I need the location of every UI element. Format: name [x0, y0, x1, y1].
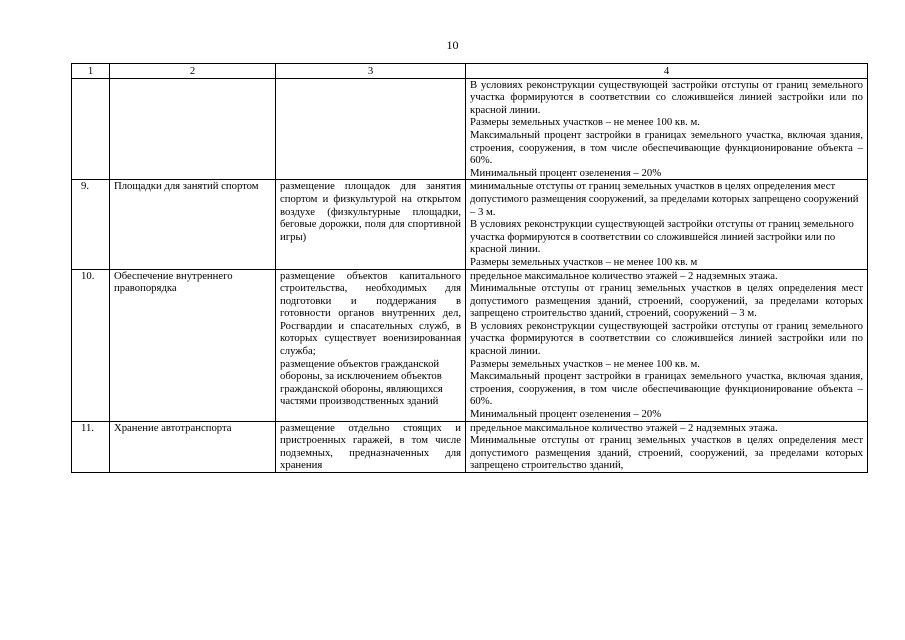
column-header-1: 1	[72, 64, 110, 79]
parameter-text: Минимальные отступы от границ земельных участков в целях определения мест допустимого размещения зданий, строений, сооружений, за пределами которых запрещено строительство зданий, строений, сооружений – 3 м.	[470, 282, 863, 320]
parameter-text: Минимальный процент озеленения – 20%	[470, 166, 662, 179]
row-description	[276, 78, 466, 180]
regulations-table	[71, 63, 868, 473]
table-row	[72, 78, 868, 180]
column-header-4: 4	[466, 64, 868, 79]
row-number	[72, 78, 110, 180]
parameter-text: Размеры земельных участков – не менее 100 кв. м.	[470, 116, 700, 129]
column-header-2: 2	[110, 64, 276, 79]
parameter-text: В условиях реконструкции существующей застройки отступы от границ земельного участка формируются в соответствии со сложившейся линией застройки или по красной линии.	[470, 319, 863, 358]
table-row	[72, 269, 868, 421]
parameter-text: В условиях реконструкции существующей застройки отступы от границ земельного участка формируются в соответствии со сложившейся линией застройки или по красной линии.	[470, 78, 863, 116]
parameter-text: предельное максимальное количество этажей – 2 надземных этажа.	[470, 421, 778, 434]
row-description	[276, 269, 466, 421]
parameter-text: Максимальный процент застройки в границах земельного участка, включая здания, строения, сооружения, в том числе обеспечивающие функционирование объекта – 60%.	[470, 370, 863, 408]
row-parameters	[466, 421, 868, 472]
parameter-text: Размеры земельных участков – не менее 100 кв. м	[470, 255, 698, 268]
parameter-text: минимальные отступы от границ земельных участков в целях определения мест допустимого размещения сооружений, за пределами которых запрещено сооружений – 3 м.	[470, 180, 859, 218]
row-description	[276, 180, 466, 269]
table-row	[72, 180, 868, 269]
row-name: Площадки для занятий спортом	[110, 180, 276, 269]
column-header-3: 3	[276, 64, 466, 79]
parameter-text: В условиях реконструкции существующей застройки отступы от границ земельного участка формируются в соответствии со сложившейся линией застройки или по красной линии.	[470, 218, 854, 256]
description-text: размещение объектов капитального строительства, необходимых для подготовки и поддержания в готовности органов внутренних дел, Росгвардии и спасательных служб, в которых существует военизированная служба;	[280, 269, 461, 358]
page-number: 10	[446, 38, 459, 52]
parameter-text: Максимальный процент застройки в границах земельного участка, включая здания, строения, сооружения, в том числе обеспечивающие функционирование объекта – 60%.	[470, 128, 863, 167]
row-description	[276, 421, 466, 472]
row-number: 10.	[72, 269, 110, 421]
parameter-text: Размеры земельных участков – не менее 100 кв. м.	[470, 357, 700, 370]
parameter-text: Минимальный процент озеленения – 20%	[470, 408, 662, 421]
table-row	[72, 421, 868, 472]
description-text: размещение объектов гражданской обороны, за исключением объектов гражданской обороны, являющихся частями производственных зданий	[280, 357, 443, 408]
row-number: 11.	[72, 421, 110, 472]
row-name	[110, 78, 276, 180]
row-name: Обеспечение внутреннего правопорядка	[110, 269, 276, 421]
parameter-text: Минимальные отступы от границ земельных участков в целях определения мест допустимого размещения зданий, строений, сооружений, за пределами которых запрещено строительство зданий,	[470, 434, 863, 472]
description-text: размещение площадок для занятия спортом и физкультурой на открытом воздухе (физкультурные площадки, беговые дорожки, поля для спортивной игры)	[280, 180, 461, 243]
row-parameters	[466, 269, 868, 421]
row-name: Хранение автотранспорта	[110, 421, 276, 472]
row-number: 9.	[72, 180, 110, 269]
row-parameters	[466, 78, 868, 180]
parameter-text: предельное максимальное количество этажей – 2 надземных этажа.	[470, 269, 778, 282]
description-text: размещение отдельно стоящих и пристроенных гаражей, в том числе подземных, предназначенных для хранения	[280, 421, 461, 472]
table-header-row	[72, 64, 868, 79]
row-parameters	[466, 180, 868, 269]
